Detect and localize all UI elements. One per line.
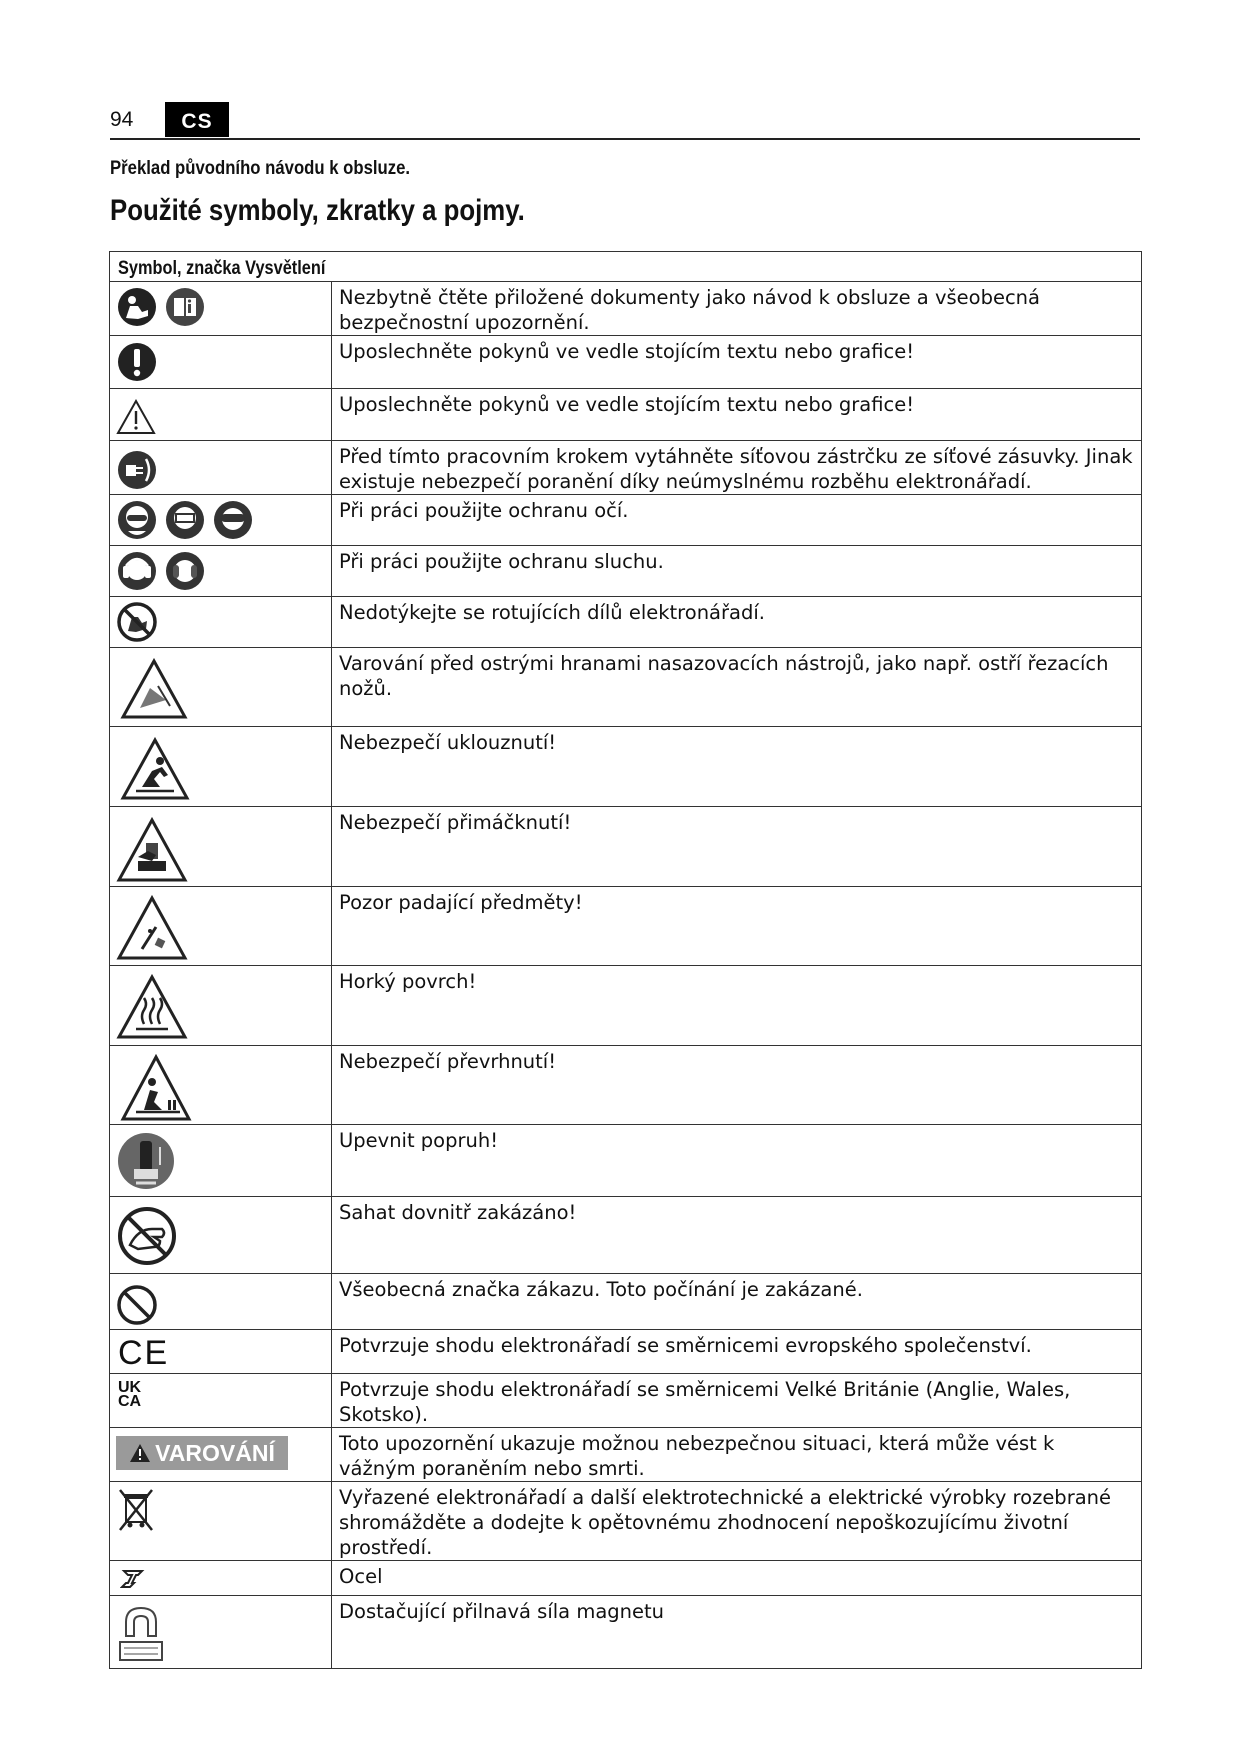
row-text: Potvrzuje shodu elektronářadí se směrnicemi Velké Británie (Anglie, Wales, Skotsko). xyxy=(339,1378,1071,1426)
row-text: Ocel xyxy=(339,1565,383,1588)
ear-muffs-icon xyxy=(164,550,206,592)
ukca-mark-bottom: CA xyxy=(118,1393,142,1410)
unplug-icon xyxy=(116,449,158,491)
fasten-strap-icon xyxy=(116,1131,176,1191)
table-header-row xyxy=(110,252,1142,282)
row-text: Uposlechněte pokynů ve vedle stojícím textu nebo grafice! xyxy=(339,340,915,363)
symbols-table xyxy=(109,251,1142,1669)
warning-triangle-small-icon xyxy=(129,1443,151,1463)
page-title: Použité symboly, zkratky a pojmy. xyxy=(110,194,525,227)
magnet-icon xyxy=(116,1602,166,1664)
row-text: Toto upozornění ukazuje možnou nebezpečnou situaci, která může vést k vážným poraněním nebo smrti. xyxy=(339,1432,1055,1480)
warning-badge-label: VAROVÁNÍ xyxy=(155,1439,275,1466)
hot-surface-icon xyxy=(116,974,188,1040)
row-text: Všeobecná značka zákazu. Toto počínání je zakázané. xyxy=(339,1278,863,1301)
table-row xyxy=(110,1274,1142,1330)
ce-mark: CE xyxy=(118,1334,170,1372)
info-manual-icon xyxy=(164,286,206,328)
sharp-edges-icon xyxy=(120,658,188,720)
table-row xyxy=(110,1482,1142,1561)
table-row xyxy=(110,887,1142,966)
row-text: Sahat dovnitř zakázáno! xyxy=(339,1201,577,1224)
table-row xyxy=(110,1561,1142,1596)
steel-icon xyxy=(120,1567,146,1591)
table-row xyxy=(110,966,1142,1046)
page-header xyxy=(110,100,1140,140)
row-text: Při práci použijte ochranu sluchu. xyxy=(339,550,664,573)
ear-protection-icon xyxy=(116,550,158,592)
warning-triangle-icon xyxy=(116,399,156,435)
warning-badge xyxy=(116,1436,288,1470)
ukca-mark-top: UK xyxy=(118,1379,142,1396)
slip-hazard-icon xyxy=(120,737,190,801)
row-text: Potvrzuje shodu elektronářadí se směrnicemi evropského společenství. xyxy=(339,1334,1032,1357)
row-text: Varování před ostrými hranami nasazovacích nástrojů, jako např. ostří řezacích nožů. xyxy=(339,652,1109,700)
table-row xyxy=(110,1046,1142,1125)
table-row xyxy=(110,597,1142,648)
no-reach-in-icon xyxy=(116,1205,178,1267)
row-text: Nebezpečí převrhnutí! xyxy=(339,1050,557,1073)
table-row xyxy=(110,727,1142,807)
row-text: Uposlechněte pokynů ve vedle stojícím textu nebo grafice! xyxy=(339,393,915,416)
table-row xyxy=(110,336,1142,389)
row-text: Nedotýkejte se rotujících dílů elektronářadí. xyxy=(339,601,765,624)
table-row xyxy=(110,1374,1142,1428)
weee-bin-icon xyxy=(116,1486,156,1532)
page-number: 94 xyxy=(110,108,134,131)
read-manual-icon xyxy=(116,286,158,328)
table-row xyxy=(110,389,1142,441)
face-shield-icon xyxy=(164,499,206,541)
document-subtitle: Překlad původního návodu k obsluze. xyxy=(110,158,411,179)
table-row xyxy=(110,1596,1142,1669)
row-text: Dostačující přilnavá síla magnetu xyxy=(339,1600,665,1623)
column-header-explanation: Vysvětlení xyxy=(245,258,326,279)
row-text: Pozor padající předměty! xyxy=(339,891,583,914)
table-row xyxy=(110,1330,1142,1374)
language-badge: CS xyxy=(165,102,229,137)
table-header xyxy=(110,252,1142,282)
falling-objects-icon xyxy=(116,895,188,961)
safety-glasses-icon xyxy=(116,499,158,541)
table-row xyxy=(110,495,1142,546)
row-text: Nebezpečí přimáčknutí! xyxy=(339,811,572,834)
table-row xyxy=(110,807,1142,887)
table-row xyxy=(110,441,1142,495)
tip-over-icon xyxy=(120,1054,192,1122)
mandatory-exclamation-icon xyxy=(116,340,158,384)
row-text: Upevnit popruh! xyxy=(339,1129,499,1152)
table-row xyxy=(110,1197,1142,1274)
row-text: Před tímto pracovním krokem vytáhněte síťovou zástrčku ze síťové zásuvky. Jinak existuje nebezpečí poranění díky neúmyslnému rozběhu elektronářadí. xyxy=(339,445,1133,493)
row-text: Horký povrch! xyxy=(339,970,477,993)
table-row xyxy=(110,546,1142,597)
crush-hazard-icon xyxy=(116,817,188,883)
prohibition-icon xyxy=(116,1284,158,1326)
table-row xyxy=(110,282,1142,336)
row-text: Vyřazené elektronářadí a další elektrotechnické a elektrické výrobky rozebrané shromážděte a dodejte k opětovnému zhodnocení nepoškozujícímu životní prostředí. xyxy=(339,1486,1112,1559)
goggles-icon xyxy=(212,499,254,541)
row-text: Nebezpečí uklouznutí! xyxy=(339,731,557,754)
table-row xyxy=(110,648,1142,727)
table-row xyxy=(110,1428,1142,1482)
no-touch-rotating-icon xyxy=(116,601,158,643)
table-row xyxy=(110,1125,1142,1197)
column-header-symbol: Symbol, značka xyxy=(118,258,241,279)
row-text: Nezbytně čtěte přiložené dokumenty jako návod k obsluze a všeobecná bezpečnostní upozornění. xyxy=(339,286,1040,334)
ukca-mark xyxy=(110,1374,331,1409)
row-text: Při práci použijte ochranu očí. xyxy=(339,499,629,522)
